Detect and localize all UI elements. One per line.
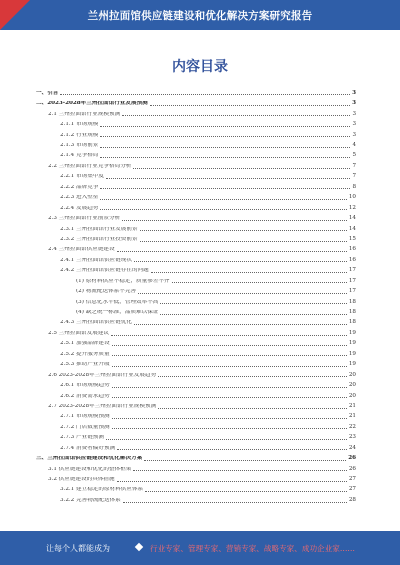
toc-entry-page: 5 bbox=[352, 152, 356, 159]
toc-entry[interactable] bbox=[36, 107, 356, 117]
toc-leader-dots bbox=[150, 105, 350, 106]
toc-entry-page: 20 bbox=[348, 371, 356, 378]
toc-leader-dots bbox=[158, 376, 347, 377]
toc-entry-page: 19 bbox=[348, 350, 356, 357]
toc-entry[interactable] bbox=[36, 180, 356, 190]
toc-entry[interactable] bbox=[36, 243, 356, 253]
toc-entry[interactable] bbox=[36, 316, 356, 326]
report-header bbox=[0, 0, 400, 30]
toc-entry-title: 3.1 供应链建设和优化的整体框架 bbox=[48, 466, 132, 472]
footer-diamond-icon bbox=[135, 543, 143, 551]
toc-entry-title: 2.7.3 产业链预测 bbox=[60, 435, 104, 441]
toc-leader-dots bbox=[100, 136, 350, 137]
toc-entry-title: 3.2.1 建立稳定的原材料供应体系 bbox=[60, 487, 144, 493]
toc-entry-title: 2.6.1 市场规模趋势 bbox=[60, 383, 110, 389]
toc-entry-page: 27 bbox=[348, 486, 356, 493]
toc-entry[interactable] bbox=[36, 211, 356, 221]
toc-entry[interactable] bbox=[36, 420, 356, 430]
toc-leader-dots bbox=[112, 355, 347, 356]
toc-entry-page: 3 bbox=[352, 131, 356, 138]
toc-entry[interactable] bbox=[36, 117, 356, 127]
toc-entry-page: 27 bbox=[348, 476, 356, 483]
toc-leader-dots bbox=[117, 481, 347, 482]
toc-leader-dots bbox=[100, 147, 350, 148]
toc-entry-title: 2.2.3 进入壁垒 bbox=[60, 195, 99, 201]
toc-leader-dots bbox=[144, 460, 346, 461]
toc-leader-dots bbox=[112, 397, 347, 398]
toc-entry-page: 10 bbox=[348, 194, 356, 201]
toc-entry-page: 3 bbox=[352, 100, 356, 107]
toc-entry-title: 2.4 兰州拉面馆供应链建设 bbox=[48, 247, 115, 253]
toc-entry-page: 7 bbox=[352, 162, 356, 169]
toc-entry-page: 15 bbox=[348, 235, 356, 242]
toc-entry[interactable] bbox=[36, 368, 356, 378]
toc-entry-page: 19 bbox=[348, 340, 356, 347]
toc-entry-page: 14 bbox=[348, 215, 356, 222]
toc-entry-title: 2.7 2023-2028年兰州拉面馆行业规模预测 bbox=[48, 403, 157, 409]
toc-entry[interactable] bbox=[36, 493, 356, 503]
toc-leader-dots bbox=[122, 220, 347, 221]
toc-leader-dots bbox=[112, 387, 347, 388]
toc-entry[interactable] bbox=[36, 232, 356, 242]
toc-entry-title: 2.1.1 市场规模 bbox=[60, 122, 99, 128]
toc-entry-title: 2.3.2 兰州拉面馆行业投资前景 bbox=[60, 236, 138, 242]
toc-leader-dots bbox=[100, 188, 350, 189]
footer-expert-list: 行业专家、管理专家、营销专家、战略专家、成功企业家…… bbox=[150, 544, 356, 553]
toc-entry-title: 2.7.1 市场规模预测 bbox=[60, 414, 110, 420]
toc-entry-page: 18 bbox=[348, 319, 356, 326]
toc-entry[interactable] bbox=[36, 86, 356, 96]
toc-leader-dots bbox=[112, 428, 347, 429]
toc-entry-page: 17 bbox=[348, 277, 356, 284]
toc-entry-page: 21 bbox=[348, 402, 356, 409]
toc-entry[interactable] bbox=[36, 410, 356, 420]
toc-entry-title: 2.2.1 市场集中度 bbox=[60, 174, 104, 180]
toc-leader-dots bbox=[133, 168, 350, 169]
toc-leader-dots bbox=[160, 314, 346, 315]
toc-leader-dots bbox=[133, 470, 346, 471]
toc-entry-title: (3) 信息化水平低，管理效率不高 bbox=[76, 299, 159, 305]
toc-entry-title: 2.6 2023-2028年兰州拉面馆行业发展趋势 bbox=[48, 372, 157, 378]
toc-entry-page: 20 bbox=[348, 382, 356, 389]
toc-entry-page: 22 bbox=[348, 423, 356, 430]
toc-entry-page: 26 bbox=[348, 465, 356, 472]
toc-entry-title: 2.2.4 发展趋势 bbox=[60, 205, 99, 211]
toc-leader-dots bbox=[134, 261, 347, 262]
toc-entry-title: 2.2.2 品牌竞争 bbox=[60, 184, 99, 190]
toc-entry-title: 2.1 兰州拉面馆行业规模预测 bbox=[48, 111, 121, 117]
toc-entry[interactable] bbox=[36, 472, 356, 482]
toc-title: 内容目录 bbox=[172, 59, 228, 75]
toc-leader-dots bbox=[138, 293, 347, 294]
toc-leader-dots bbox=[123, 502, 347, 503]
toc-entry[interactable] bbox=[36, 451, 356, 461]
toc-entry-title: 2.5.3 推动产业升级 bbox=[60, 362, 110, 368]
toc-entry-page: 16 bbox=[348, 246, 356, 253]
toc-entry-page: 19 bbox=[348, 329, 356, 336]
toc-entry-page: 26 bbox=[348, 455, 356, 462]
toc-entry-page: 24 bbox=[348, 444, 356, 451]
toc-leader-dots bbox=[106, 178, 350, 179]
toc-entry[interactable] bbox=[36, 462, 356, 472]
toc-leader-dots bbox=[112, 345, 347, 346]
toc-entry-page: 28 bbox=[348, 496, 356, 503]
toc-leader-dots bbox=[100, 199, 346, 200]
toc-entry-title: 2.1.4 竞争格局 bbox=[60, 153, 99, 159]
toc-entry-title: 2.5 兰州拉面馆发展建议 bbox=[48, 330, 110, 336]
toc-entry-page: 12 bbox=[348, 204, 356, 211]
toc-entry-page: 3 bbox=[352, 121, 356, 128]
toc-entry[interactable] bbox=[36, 347, 356, 357]
toc-entry-title: 2.4.2 兰州拉面馆供应链存在的问题 bbox=[60, 268, 149, 274]
toc-entry[interactable] bbox=[36, 305, 356, 315]
toc-entry-title: 2.4.3 兰州拉面馆供应链优化 bbox=[60, 320, 132, 326]
toc-entry-page: 23 bbox=[348, 434, 356, 441]
toc-entry-page: 21 bbox=[348, 413, 356, 420]
toc-entry[interactable] bbox=[36, 378, 356, 388]
toc-leader-dots bbox=[134, 324, 347, 325]
report-title: 兰州拉面馆供应链建设和优化解决方案研究报告 bbox=[87, 10, 313, 22]
toc-entry[interactable] bbox=[36, 201, 356, 211]
toc-entry[interactable] bbox=[36, 389, 356, 399]
toc-entry[interactable] bbox=[36, 149, 356, 159]
toc-leader-dots bbox=[151, 272, 347, 273]
toc-entry-page: 19 bbox=[348, 361, 356, 368]
toc-leader-dots bbox=[100, 209, 346, 210]
toc-entry-title: 2.6.2 消费需求趋势 bbox=[60, 393, 110, 399]
toc-entry-title: 2.4.1 兰州拉面馆供应链现状 bbox=[60, 257, 132, 263]
toc-entry[interactable] bbox=[36, 337, 356, 347]
toc-entry-page: 17 bbox=[348, 267, 356, 274]
toc-leader-dots bbox=[112, 366, 347, 367]
toc-entry[interactable] bbox=[36, 170, 356, 180]
toc-entry-page: 14 bbox=[348, 225, 356, 232]
table-of-contents bbox=[36, 86, 356, 504]
toc-entry-title: 2.7.2 门店数量预测 bbox=[60, 424, 110, 430]
toc-leader-dots bbox=[100, 157, 350, 158]
toc-leader-dots bbox=[140, 241, 347, 242]
toc-entry[interactable] bbox=[36, 190, 356, 200]
toc-entry[interactable] bbox=[36, 399, 356, 409]
toc-entry[interactable] bbox=[36, 326, 356, 336]
toc-entry[interactable] bbox=[36, 274, 356, 284]
toc-leader-dots bbox=[117, 251, 347, 252]
toc-leader-dots bbox=[106, 439, 347, 440]
toc-entry[interactable] bbox=[36, 441, 356, 451]
toc-leader-dots bbox=[145, 491, 347, 492]
toc-leader-dots bbox=[140, 230, 347, 231]
toc-entry[interactable] bbox=[36, 159, 356, 169]
toc-leader-dots bbox=[111, 335, 347, 336]
toc-entry-title: 2.7.4 消费者偏好预测 bbox=[60, 445, 116, 451]
toc-entry[interactable] bbox=[36, 253, 356, 263]
toc-entry-page: 3 bbox=[352, 110, 356, 117]
toc-entry-title: 2.1.2 行业规模 bbox=[60, 132, 99, 138]
toc-entry[interactable] bbox=[36, 430, 356, 440]
toc-entry-title: 一、引言 bbox=[36, 90, 59, 96]
toc-entry-title: (4) 缺乏统一标准，品质难以保证 bbox=[76, 310, 159, 316]
toc-leader-dots bbox=[60, 94, 350, 95]
toc-entry[interactable] bbox=[36, 295, 356, 305]
toc-entry[interactable] bbox=[36, 263, 356, 273]
toc-entry[interactable] bbox=[36, 96, 356, 106]
toc-leader-dots bbox=[100, 126, 350, 127]
toc-entry-page: 4 bbox=[352, 142, 356, 149]
toc-entry-page: 17 bbox=[348, 288, 356, 295]
toc-entry-page: 18 bbox=[348, 309, 356, 316]
toc-entry-title: 3.2 供应链建设的具体措施 bbox=[48, 477, 115, 483]
toc-entry[interactable] bbox=[36, 483, 356, 493]
footer-slogan: 让每个人都能成为 bbox=[46, 544, 110, 553]
toc-entry-title: 2.3.1 兰州拉面馆行业发展前景 bbox=[60, 226, 138, 232]
toc-entry-title: 2.2 兰州拉面馆行业竞争格局分析 bbox=[48, 163, 132, 169]
toc-entry-page: 18 bbox=[348, 298, 356, 305]
toc-entry-page: 16 bbox=[348, 256, 356, 263]
toc-entry-title: 2.5.2 提升服务质量 bbox=[60, 351, 110, 357]
toc-entry-page: 20 bbox=[348, 392, 356, 399]
toc-leader-dots bbox=[122, 115, 350, 116]
toc-leader-dots bbox=[158, 408, 347, 409]
toc-entry-title: 2.5.1 加强品牌建设 bbox=[60, 341, 110, 347]
toc-leader-dots bbox=[112, 418, 347, 419]
toc-entry-page: 3 bbox=[352, 89, 356, 96]
toc-entry-title: 2.1.3 市场前景 bbox=[60, 143, 99, 149]
toc-entry-title: (2) 物流配送体系不完善 bbox=[76, 289, 137, 295]
toc-entry-page: 8 bbox=[352, 183, 356, 190]
toc-entry[interactable] bbox=[36, 284, 356, 294]
toc-leader-dots bbox=[172, 282, 347, 283]
report-footer bbox=[0, 531, 400, 565]
toc-entry-title: 3.2.2 完善物流配送体系 bbox=[60, 497, 121, 503]
toc-entry-title: (1) 原材料供应不稳定，质量参差不齐 bbox=[76, 278, 170, 284]
toc-entry[interactable] bbox=[36, 128, 356, 138]
toc-entry-title: 2.3 兰州拉面馆行业前景分析 bbox=[48, 216, 121, 222]
toc-entry-title: 二、2023-2028年兰州拉面馆行业发展预测 bbox=[36, 101, 148, 107]
toc-leader-dots bbox=[160, 303, 346, 304]
toc-entry[interactable] bbox=[36, 222, 356, 232]
toc-entry-title: 三、兰州拉面馆供应链建设和优化解决方案 bbox=[36, 456, 143, 462]
toc-entry[interactable] bbox=[36, 357, 356, 367]
toc-entry[interactable] bbox=[36, 138, 356, 148]
toc-entry-page: 7 bbox=[352, 173, 356, 180]
toc-leader-dots bbox=[117, 449, 347, 450]
